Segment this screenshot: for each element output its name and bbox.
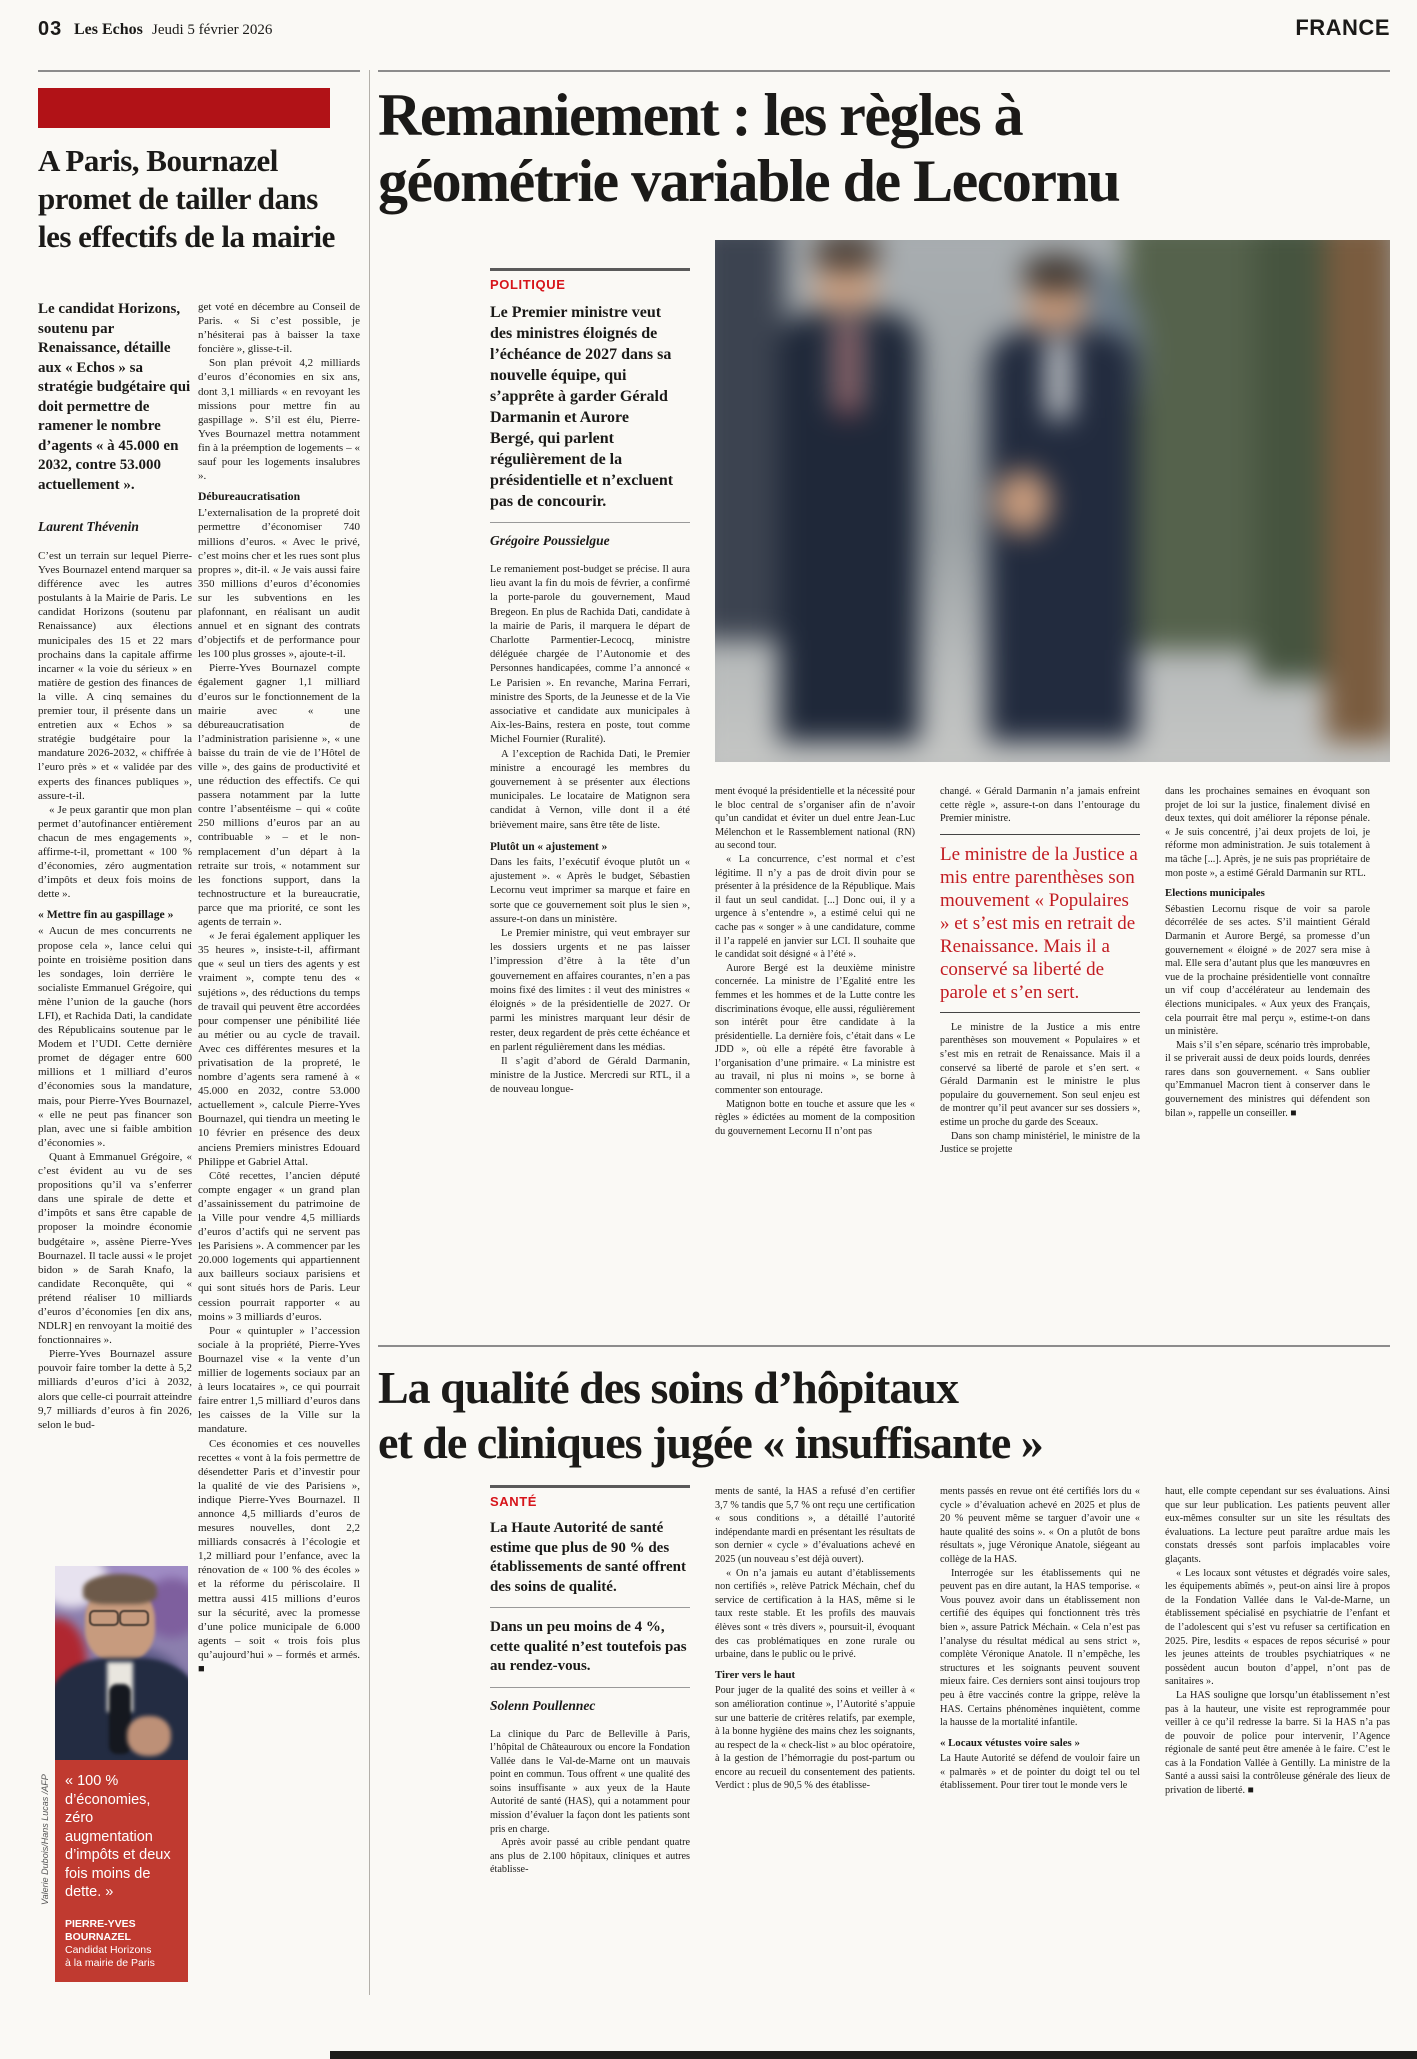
sante-headline bbox=[378, 1360, 1378, 1470]
body-paragraph: changé. « Gérald Darmanin n’a jamais enfreint cette règle », assure-t-on dans l’entourage du Premier ministre. bbox=[940, 786, 1140, 825]
body-paragraph: Aurore Bergé est la deuxième ministre concernée. La ministre de l’Egalité entre les femmes et les hommes et de la Lutte contre les discriminations évoque, elle aussi, régulièrement son intérêt pour être candidate à la présidentielle. La dernière fois, c’était dans « Le JDD », où elle a répété être favorable à l’organisation d’une primaire. « La ministre est au travail, ni plus ni moins », se borne à commenter son entourage. bbox=[715, 962, 915, 1097]
text-line: les effectifs de la mairie bbox=[38, 219, 335, 254]
glasses-right-lens bbox=[119, 1610, 149, 1626]
body-paragraph: « La concurrence, c’est normal et c’est légitime. Il n’y a pas de droit divin pour se présenter à la présidence de la République. Mais il faut un seul candidat. [...] Donc oui, il y a urgence à s’entendre », a estimé celui qui ne cache pas « songer » à une candidature, comme il l’a rappelé en janvier sur LCI. Il souhaite que le candidat soit désigné « à l’été ». bbox=[715, 853, 915, 961]
issue-date: Jeudi 5 février 2026 bbox=[152, 22, 273, 38]
text-line: Candidat Horizons bbox=[65, 1943, 152, 1956]
left-article-column-1 bbox=[38, 300, 192, 1432]
body-paragraph: La Haute Autorité se défend de vouloir faire un « palmarès » et de pointer du doigt tel ou tel établissement. Pour tirer tout le monde vers le bbox=[940, 1753, 1140, 1792]
sante-kicker-rule bbox=[490, 1485, 690, 1488]
quote-box-text: « 100 % d’économies, zéro augmentation d’impôts et deux fois moins de dette. » bbox=[65, 1773, 171, 1900]
sante-section-rule bbox=[378, 1345, 1390, 1347]
sante-lede-2: Dans un peu moins de 4 %, cette qualité n’est toutefois pas au rendez-vous. bbox=[490, 1619, 687, 1674]
quote-box bbox=[55, 1760, 188, 1982]
body-paragraph: C’est un terrain sur lequel Pierre-Yves Bournazel entend marquer sa différence avec les autres postulants à la Mairie de Paris. Le candidat Horizons (soutenu par Renaissance) aux élections municipales des 15 et 22 mars prochains dans la capitale affirme incarner « la voie du sérieux » en matière de gestion des finances de la ville. A cinq semaines du premier tour, il présente dans un entretien aux « Echos » sa stratégie budgétaire pour la mandature 2026-2032, « chiffrée à l’euro près » et « validée par des experts des finances publiques », assure-t-il. bbox=[38, 550, 192, 802]
section-label: FRANCE bbox=[1295, 15, 1390, 40]
body-paragraph: Pour juger de la qualité des soins et veiller à « son amélioration continue », l’Autorité s’appuie sur une batterie de critères relatifs, par exemple, à la bonne hygiène des mains chez les soignants, au respect de la « check-list » au bloc opératoire, à la gestion de l’hémorragie du post-partum ou encore au recueil du consentement des patients. Verdict : plus de 90,5 % des établisse- bbox=[715, 1685, 915, 1792]
body-paragraph: Quant à Emmanuel Grégoire, « c’est évident au vu de ses propositions qu’il va s’enferrer dans une spirale de dette et d’impôts et sans être capable de proposer la moindre économie budgétaire », assène Pierre-Yves Bournazel. Il tacle aussi « le projet bidon » de Sarah Knafo, la candidate Reconquête, qui « prétend réaliser 10 milliards d’euros d’économies [en dix ans, NDLR] en renvoyant la moitié des fonctionnaires ». bbox=[38, 1150, 192, 1347]
body-paragraph: Interrogée sur les établissements qui ne peuvent pas en dire autant, la HAS temporise. « Vous pouvez avoir dans un établissement non certifié des équipes qui fonctionnent très très bien », assure Patrick Méchain. « Cela n’est pas l’analyse du résultat médical au sens strict », complète Véronique Anatole. Il n’empêche, les structures et les soignants peuvent souvent mieux faire. Ces derniers sont ainsi toujours trop peu à être vaccinés contre la grippe, relève la HAS. Certains phénomènes inquiètent, comme la hausse de la mortalité infantile. bbox=[940, 1567, 1140, 1729]
body-paragraph: « Je ferai également appliquer les 35 heures », insiste-t-il, affirmant que « seul un tiers des agents y est vraiment », compte tenu des « sujétions », des réductions du temps de travail qui peuvent être accordées pour compenser une pénibilité liée au métier ou au cycle de travail. Avec ces différentes mesures et la privatisation de la propreté, le nombre d’agents sera ramené à « 45.000 en 2032, contre 53.000 actuellement », calcule Pierre-Yves Bournazel, qui tiendra un meeting le 10 février en présence des deux anciens Premiers ministres Edouard Philippe et Gabriel Attal. bbox=[198, 930, 360, 1168]
sante-column-2 bbox=[715, 1485, 915, 1793]
main-article-column-4 bbox=[1165, 785, 1370, 1120]
sante-column-1 bbox=[490, 1485, 690, 1877]
body-paragraph: Après avoir passé au crible pendant quatre ans plus de 2.100 hôpitaux, cliniques et autres établisse- bbox=[490, 1837, 690, 1876]
sante-lede-rule-2 bbox=[490, 1687, 690, 1688]
subheading: Débureaucratisation bbox=[198, 490, 301, 504]
sante-body-1 bbox=[490, 1728, 690, 1878]
body-paragraph: La clinique du Parc de Belleville à Paris, l’hôpital de Châteauroux ou encore la Fondation Vallée dans le Val-de-Marne ont un mauvais point en commun. Tous offrent « une qualité des soins insuffisante » aux yeux de la Haute Autorité de santé (HAS), qui a notamment pour mission d’évaluer la façon dont les patients sont pris en charge. bbox=[490, 1728, 690, 1835]
main-article-kicker: POLITIQUE bbox=[490, 277, 566, 292]
header-rule-right bbox=[378, 70, 1390, 72]
body-paragraph: ment évoqué la présidentielle et la nécessité pour le bloc central de s’organiser afin de n’avoir qu’un candidat et éviter un duel entre Jean-Luc Mélenchon et le Rassemblement national (RN) au second tour. bbox=[715, 786, 915, 852]
subheading: « Mettre fin au gaspillage » bbox=[38, 908, 174, 922]
sante-column-3 bbox=[940, 1485, 1140, 1793]
body-paragraph: « Les locaux sont vétustes et dégradés voire sales, les équipements abîmés », peut-on ainsi lire à propos de la Fondation Vallée dans le Val-de-Marne, un établissement spécialisé en psychiatrie de l’enfant et de l’adolescent qui s’est vu refuser sa certification en 2025. Pire, lesdits « espaces de repos sécurisé » pour les jeunes atteints de troubles psychiatriques « ne possèdent aucun bouton d’appel, n’ont pas de sanitaires ». bbox=[1165, 1567, 1390, 1688]
main-article-body-3-bottom bbox=[940, 1021, 1140, 1157]
left-article-byline: Laurent Thévenin bbox=[38, 519, 139, 534]
subheading: Plutôt un « ajustement » bbox=[490, 840, 608, 853]
ministers-photo bbox=[715, 240, 1390, 762]
main-article-column-2 bbox=[715, 785, 915, 1138]
body-paragraph: Pour « quintupler » l’accession sociale à la propriété, Pierre-Yves Bournazel vise « la vente d’un millier de logements sociaux par an à leurs locataires », ce qui pourrait faire entrer 1,5 milliard d’euros dans les caisses de la Ville sur la mandature. bbox=[198, 1324, 360, 1436]
lede-rule bbox=[490, 522, 690, 523]
quote-box-role bbox=[65, 1944, 178, 1970]
text-line: La qualité des soins d’hôpitaux bbox=[378, 1362, 958, 1413]
body-paragraph: Sébastien Lecornu risque de voir sa parole décorrélée de ses actes. S’il maintient Gérald Darmanin et Aurore Bergé, sa promesse d’un gouvernement « éloigné » de 2027 sera mise à mal. Elle sera d’autant plus que les manœuvres en vue de la prochaine présidentielle vont connaître un vif coup d’accélérateur au lendemain des élections municipales. « Aux yeux des Français, cela pourrait être mal perçu », estime-t-on dans un ministère. bbox=[1165, 903, 1370, 1038]
left-article-red-bar bbox=[38, 88, 330, 128]
body-paragraph: « Aucun de mes concurrents ne propose cela », lance celui qui pointe en troisième position dans les sondages, loin derrière le socialiste Emmanuel Grégoire, qui mène l’union de la gauche (hors LFI), et Rachida Dati, la candidate des Républicains soutenue par le Modem et l’UDI. Cette dernière promet de dégager entre 600 millions et 1 milliard d’euros d’économies sous la mandature, mais, pour Pierre-Yves Bournazel, « elle ne peut pas financer son plan, avec une si faible ambition d’économies ». bbox=[38, 925, 192, 1149]
bournazel-hand bbox=[127, 1716, 171, 1756]
bournazel-photo bbox=[55, 1566, 188, 1760]
body-paragraph: L’externalisation de la propreté doit permettre d’économiser 740 millions d’euros. « Avec le privé, c’est moins cher et les rues sont plus propres », dit-il. « Je vais aussi faire 350 millions d’euros d’économies sur les subventions en les plafonnant, en réalisant un audit annuel et en signant des contrats d’objectifs et de performance pour les 100 plus grosses », ajoute-t-il. bbox=[198, 507, 360, 661]
text-line: et de cliniques jugée « insuffisante » bbox=[378, 1417, 1043, 1468]
bournazel-hair bbox=[83, 1574, 157, 1604]
header-rule-left bbox=[38, 70, 360, 72]
kicker-rule bbox=[490, 268, 690, 271]
subheading: Tirer vers le haut bbox=[715, 1668, 796, 1681]
body-paragraph: Son plan prévoit 4,2 milliards d’euros d’économies en six ans, dont 3,1 milliards « en revoyant les missions pour mettre fin au gaspillage ». S’il est élu, Pierre-Yves Bournazel mettra notamment fin à la préemption de logements – « sauf pour les logements insalubres ». bbox=[198, 357, 360, 483]
ministers-photo-scene bbox=[715, 240, 1390, 762]
subheading: Elections municipales bbox=[1165, 887, 1265, 900]
subheading: « Locaux vétustes voire sales » bbox=[940, 1736, 1080, 1749]
body-paragraph: Dans les faits, l’exécutif évoque plutôt un « ajustement ». « Après le budget, Sébastien Lecornu veut imprimer sa marque et faire en sorte que ce gouvernement soit plus le sien », assure-t-on dans un ministère. bbox=[490, 857, 690, 925]
sante-kicker: SANTÉ bbox=[490, 1494, 538, 1509]
pull-quote: Le ministre de la Justice a mis entre parenthèses son mouvement « Populaires » et s’est mis en retrait de Renaissance. Mais il a conservé sa liberté de parole et s’en sert. bbox=[940, 843, 1138, 1003]
sante-byline: Solenn Poullennec bbox=[490, 1697, 596, 1713]
sante-lede-1: La Haute Autorité de santé estime que plus de 90 % des établissements de santé offrent des soins de qualité. bbox=[490, 1520, 686, 1595]
left-article-lede: Le candidat Horizons, soutenu par Renaissance, détaille aux « Echos » sa stratégie budgétaire qui doit permettre de ramener le nombre d’agents « à 45.000 en 2032, contre 53.000 actuellement ». bbox=[38, 301, 191, 493]
main-article-byline: Grégoire Poussielgue bbox=[490, 533, 610, 548]
body-paragraph: Mais s’il s’en sépare, scénario très improbable, il se priverait aussi de deux poids lourds, denrées rares dans son gouvernement. « Sans oublier qu’Emmanuel Macron tient à conserver dans le gouvernement des ministres qui défendent son bilan », rappelle un conseiller. ■ bbox=[1165, 1039, 1370, 1119]
body-paragraph: Ces économies et ces nouvelles recettes « vont à la fois permettre de désendetter Paris et d’investir pour la qualité de vie des Parisiens », indique Pierre-Yves Bournazel. Il annonce 4,5 milliards d’euros de mesures nouvelles, dont 2,2 milliards consacrés à l’écologie et 1,2 milliard pour l’enfance, avec la rénovation de « 100 % des écoles » et la réforme du périscolaire. Il mettra aussi 415 millions d’euros sur la sécurité, avec la promesse d’une police municipale de 6.000 agents – soit « trois fois plus qu’aujourd’hui » – formés et armés. ■ bbox=[198, 1437, 360, 1675]
body-paragraph: La HAS souligne que lorsqu’un établissement n’est pas à la hauteur, une visite est reprogrammée pour veiller à ce qu’il redresse la barre. Si la HAS n’a pas de pouvoir de police pour intervenir, l’Agence régionale de santé peut être amenée à le faire. C’est le cas à la Fondation Vallée à Gentilly. La ministre de la Santé a aussi saisi la contrôleuse générale des lieux de privation de liberté. ■ bbox=[1165, 1689, 1390, 1797]
page-bottom-band bbox=[330, 2051, 1417, 2059]
body-paragraph: Pierre-Yves Bournazel assure pouvoir faire tomber la dette à 5,2 milliards d’euros d’ici à 2032, alors que celle-ci pourrait atteindre 9,7 milliards d’euros à fin 2026, selon le bud- bbox=[38, 1348, 192, 1431]
sante-lede-rule-1 bbox=[490, 1607, 690, 1608]
body-paragraph: Matignon botte en touche et assure que les « règles » édictées au moment de la composition du gouvernement Lecornu II n’ont pas bbox=[715, 1098, 915, 1137]
page-number: 03 bbox=[38, 18, 63, 40]
body-paragraph: haut, elle compte cependant sur ses évaluations. Ainsi que sur leur publication. Les patients peuvent aller eux-mêmes consulter sur un site les résultats des évaluations. La lecture peut paraître ardue mais les constats dressés sont parfois implacables voire glaçants. bbox=[1165, 1486, 1390, 1565]
body-paragraph: ments passés en revue ont été certifiés lors du « cycle » d’évaluation achevé en 2025 et plus de 20 % peuvent même se targuer d’avoir une « haute qualité des soins ». « On a plutôt de bons résultats », juge Véronique Anatole, siégeant au collège de la HAS. bbox=[940, 1486, 1140, 1565]
main-article-lede: Le Premier ministre veut des ministres éloignés de l’échéance de 2027 dans sa nouvelle équipe, qui s’apprête à garder Gérald Darmanin et Aurore Bergé, qui parlent régulièrement de la présidentielle et n’excluent pas de concourir. bbox=[490, 304, 674, 510]
body-paragraph: « Je peux garantir que mon plan permet d’autofinancer entièrement chacun de mes engagements », affirme-t-il, promettant « 100 % d’économies, zéro augmentation d’impôts et deux fois moins de dette ». bbox=[38, 803, 192, 901]
body-paragraph: Dans son champ ministériel, le ministre de la Justice se projette bbox=[940, 1130, 1140, 1156]
text-line: A Paris, Bournazel bbox=[38, 143, 278, 178]
body-paragraph: Le ministre de la Justice a mis entre parenthèses son mouvement « Populaires » et s’est mis en retrait de Renaissance. Mais il a conservé sa liberté de parole et s’en sert. « Gérald Darmanin est le ministre le plus populaire du gouvernement. Son seul enjeu est de montrer qu’il peut avancer sur ses dossiers », estime un proche du garde des Sceaux. bbox=[940, 1021, 1140, 1128]
body-paragraph: Côté recettes, l’ancien député compte engager « un grand plan d’assainissement du patrimoine de la Ville pour vendre 4,5 milliards d’euros d’actifs qui ne servent pas les Parisiens ». A commencer par les 20.000 logements qui appartiennent aux bailleurs sociaux parisiens et qui sont situés hors de Paris. Leur cession pourrait rapporter « au moins » 3 milliards d’euros. bbox=[198, 1169, 360, 1323]
body-paragraph: A l’exception de Rachida Dati, le Premier ministre a encouragé les membres du gouvernement à se présenter aux élections municipales. Le locataire de Matignon sera candidat à Vernon, ville dont il a été brièvement maire, sans être tête de liste. bbox=[490, 748, 690, 831]
text-line: promet de tailler dans bbox=[38, 181, 318, 216]
main-article-body-3-top bbox=[940, 785, 1140, 826]
pull-quote-rule-top bbox=[940, 834, 1140, 835]
body-paragraph: dans les prochaines semaines en évoquant son projet de loi sur la justice, finalement divisé en deux textes, qui doit améliorer la réponse pénale. « Je suis concentré, j’ai deux projets de loi, je réforme mon administration. Je suis totalement à ma tâche [...]. Après, je ne suis pas propriétaire de mon poste », a estimé Gérald Darmanin sur RTL. bbox=[1165, 786, 1370, 879]
body-paragraph: Le remaniement post-budget se précise. Il aura lieu avant la fin du mois de février, a confirmé la porte-parole du gouvernement, Maud Bregeon. En plus de Rachida Dati, candidate à la mairie de Paris, il marquera le départ de Charlotte Parmentier-Lecocq, ministre déléguée chargée de l’Autonomie et des Personnes handicapées, comme l’a annoncé « Le Parisien ». En revanche, Marina Ferrari, ministre des Sports, de la Jeunesse et de la Vie associative et candidate aux municipales à Aix-les-Bains, restera en poste, tout comme Michel Fournier (Ruralité). bbox=[490, 564, 690, 746]
main-article-body-1 bbox=[490, 563, 690, 1098]
main-article-headline bbox=[378, 82, 1398, 214]
body-paragraph: Pierre-Yves Bournazel compte également gagner 1,1 milliard d’euros sur le fonctionnement de la mairie avec « une débureaucratisation de l’administration parisienne », « une baisse du train de vie de l’Hôtel de ville », des gains de productivité et une réduction des effectifs. Ce qui passera notamment par la lutte contre l’absentéisme – qui « coûte 250 millions d’euros par an au contribuable » – et le non-remplacement d’un départ à la retraite sur trois, « notamment sur les fonctions support, dans la technostructure et la bureaucratie, parce que ma priorité, ce sont les agents de terrain ». bbox=[198, 662, 360, 929]
sante-column-4 bbox=[1165, 1485, 1390, 1798]
main-article-column-3 bbox=[940, 785, 1140, 1157]
left-article-column-2 bbox=[198, 300, 360, 1676]
body-paragraph: Le Premier ministre, qui veut embrayer sur les dossiers urgents et ne pas laisser l’impression d’être à la tête d’un gouvernement en affaires courantes, n’en a pas moins fixé des limites : il veut des ministres « éloignés » de la présidentielle de 2027. Or parmi les ministres marquant leur désir de rester, deux regardent de près cette échéance et en parlent régulièrement dans les médias. bbox=[490, 928, 690, 1053]
article-divider bbox=[369, 70, 370, 1995]
text-line: géométrie variable de Lecornu bbox=[378, 148, 1120, 214]
left-article-body-1 bbox=[38, 549, 192, 1432]
body-paragraph: ments de santé, la HAS a refusé d’en certifier 3,7 % tandis que 5,7 % ont reçu une certification « sous conditions », a détaillé l’autorité indépendante mardi en présentant les résultats de son dernier « cycle » d’évaluations achevé en 2025 (un nouveau s’est déjà ouvert). bbox=[715, 1486, 915, 1565]
newspaper-brand: Les Echos bbox=[74, 21, 143, 38]
text-line: Remaniement : les règles à bbox=[378, 82, 1023, 148]
left-article-headline bbox=[38, 142, 378, 256]
quote-box-author: PIERRE-YVES BOURNAZEL bbox=[65, 1917, 136, 1943]
main-article-column-1 bbox=[490, 268, 690, 1098]
pull-quote-rule-bottom bbox=[940, 1012, 1140, 1013]
body-paragraph: get voté en décembre au Conseil de Paris. « Si c’est possible, je n’hésiterai pas à baisser la taxe foncière », glisse-t-il. bbox=[198, 301, 360, 356]
body-paragraph: « On n’a jamais eu autant d’établissements non certifiés », relève Patrick Méchain, chef du service de certification à la HAS, même si le taux reste stable. Et les profils des mauvais élèves sont « très divers », poursuit-il, évoquant des cas problématiques en zone rurale ou urbaine, dans le public ou le privé. bbox=[715, 1567, 915, 1661]
body-paragraph: Il s’agit d’abord de Gérald Darmanin, ministre de la Justice. Mercredi sur RTL, il a de nouveau longue- bbox=[490, 1055, 690, 1096]
photo-credit: Valerie Dubois/Hans Lucas /AFP bbox=[40, 1774, 50, 1905]
text-line: à la mairie de Paris bbox=[65, 1956, 155, 1969]
glasses-left-lens bbox=[89, 1610, 119, 1626]
